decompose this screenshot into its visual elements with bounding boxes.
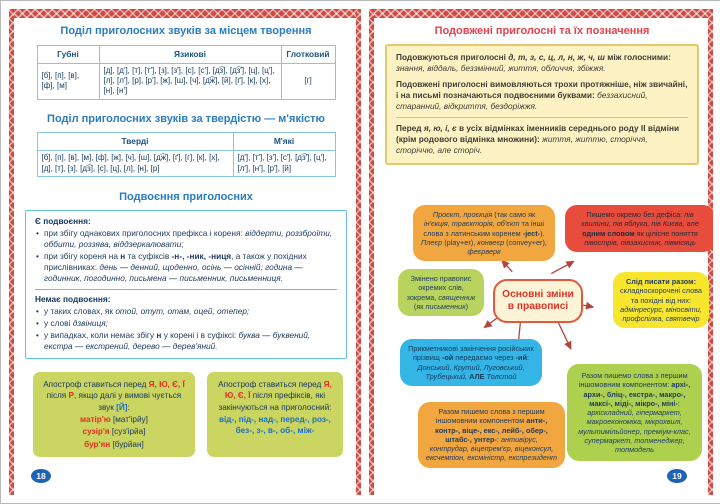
section-title-hard-soft: Поділ приголосних звуків за твердістю — м'якістю [47, 112, 325, 125]
doubling-no-section [35, 289, 337, 352]
col-header-soft: М'які [233, 133, 335, 151]
apostrophe-rule-text: Апостроф ставиться перед Я, Ю, Є, Ї після Р, якщо далі у вимові чується звук [Й]: [43, 380, 185, 412]
rule-item [35, 228, 337, 250]
rule-item [35, 306, 337, 317]
rule-item [35, 251, 337, 284]
col-header-glottal: Глотковий [281, 45, 335, 63]
rule-item [35, 330, 337, 352]
ornament-border-top [9, 9, 361, 18]
page-right-content [383, 25, 701, 489]
bubble-text: Пишемо окремо без дефіса: пів хвилини, пів яблука, пів Києва, але одним словом як цілісне поняття півострів, півзахисник, півмісяць [581, 210, 699, 247]
rule-paragraph: Подовжуються приголосні д, т, з, с, ц, л, н, ж, ч, ш між голосними: знання, віддаль, беззмінний, життя, обличчя, збіжжя. [396, 51, 671, 73]
bubble-piv-rule [565, 205, 713, 252]
bubble-text: Змінено правопис окремих слів, зокрема, священник (як письменник) [406, 274, 476, 311]
cell-lingual-sounds: [д], [д′], [т], [т′], [з], [з′], [с], [с′], [д͡з], [д͡з′], [ц], [ц′], [л], [л′], [р], [р′], [ж], [ш], [ч], [д͡ж], [й], [ґ], [к], [х], [н], [н′] [99, 63, 281, 99]
bubble-text: Прикметникові закінчення російських прізвищ -ой передаємо через -ий: Донський, Крутий, Луговський, Трубецький, АЛЕ Толстой [408, 344, 534, 381]
doubling-no-heading: Немає подвоєння: [35, 293, 111, 304]
bubble-text: Проєкт, проєкція (так само як ін'єкція, траєкторія, об'єкт та інші слова з латинським коренем -ject-). Плеєр (play+er), конвеєр (convey+er), феєрверк [421, 210, 547, 257]
ornament-border-top [369, 9, 713, 18]
example-line: бур'ян [бурйан] [84, 439, 144, 449]
page-left [9, 9, 361, 495]
apostrophe-box-after-prefixes [207, 372, 343, 457]
col-header-lingual: Язикові [99, 45, 281, 63]
rule-text: у таких словах, як отой, отут, отам, оцей, отепер; [44, 305, 250, 316]
bubble-anti-prefixes [418, 402, 565, 468]
doubling-yes-section [35, 216, 337, 284]
rule-paragraph: Перед я, ю, і, є в усіх відмінках іменників середнього роду ІІ відміни (крім родового відмінка множини): життя, життю, сторіччя, сторіччю, але сторіч. [396, 117, 688, 156]
bubble-text: Разом пишемо слова з першим іншомовним компонентом анти-, контр-, віце-, екс-, лейб-, обер-, штабс-, унтер-: антивірус, контрудар, віцепрем'єр, віцеконсул, ексчемпіон, ексміністр, експрезидент [425, 407, 558, 463]
rule-text: у випадках, коли немає збігу н у корені і в суфіксі: буква — буквений, екстра — екстрений, дерево — дерев'яний. [44, 330, 311, 352]
page-number-badge: 18 [31, 469, 51, 483]
example-line: матір'ю [мат'ірйу] [80, 415, 148, 424]
col-header-hard: Тверді [37, 133, 233, 151]
rule-item [35, 318, 337, 329]
lengthened-consonants-rules-box [385, 44, 699, 165]
spelling-changes-mindmap [383, 203, 701, 489]
ornament-border-right [356, 9, 361, 495]
table-header-row [37, 45, 335, 63]
ornament-border-left [9, 9, 14, 495]
cell-soft-sounds: [д′], [т′], [з′], [с′], [д͡з′], [ц′], [л′], [н′], [р′], [й] [233, 151, 335, 177]
hard-soft-table [37, 132, 336, 177]
place-of-articulation-table [37, 45, 336, 100]
apostrophe-boxes-row [33, 372, 343, 457]
section-title-lengthened-consonants: Подовжені приголосні та їх позначення [434, 25, 650, 37]
bubble-write-together-abbrev [613, 272, 709, 328]
page-left-content [23, 25, 349, 489]
doubling-yes-heading: Є подвоєння: [35, 215, 91, 226]
bubble-russian-surnames [400, 339, 542, 386]
apostrophe-rule-text: Апостроф ставиться перед Я, Ю, Є, Ї після префіксів, які закінчуються на приголосний: [218, 380, 332, 412]
doubling-rules-box [25, 210, 347, 359]
ornament-border-right [708, 9, 713, 495]
rule-paragraph: Подовжені приголосні вимовляються трохи протяжніше, ніж звичайні, і на письмі позначаються подвоєними буквами: беззахисний, старанний, відкриття, бездоріжжя. [396, 78, 688, 111]
col-header-labial: Губні [37, 45, 99, 63]
mindmap-center-node: Основні зміни в правописі [493, 279, 583, 323]
apostrophe-box-after-r [33, 372, 195, 457]
ornament-border-left [369, 9, 374, 495]
page-number-badge: 19 [667, 469, 687, 483]
prefix-list: від-, під-, над-, перед-, роз-, без-, з-, в-, об-, між- [218, 415, 331, 436]
cell-labial-sounds: [б], [п], [в], [ф], [м] [37, 63, 99, 99]
rule-text: при збігу однакових приголосних префікса і кореня: віддерти, роззброїти, оббити, роззява, віддзеркалювати; [44, 227, 333, 249]
rule-text: у слові дзвіниця; [44, 317, 108, 328]
bubble-project-rule [413, 205, 555, 261]
bubble-text: Слід писати разом: складноскорочені слова та похідні від них: адмінресурс, міносвіти, профспілка, святвечір [620, 277, 702, 324]
section-title-doubling: Подвоєння приголосних [119, 191, 253, 204]
table-row [37, 63, 335, 99]
page-right [369, 9, 713, 495]
table-row [37, 151, 335, 177]
cell-glottal-sounds: [г] [281, 63, 335, 99]
bubble-text: Разом пишемо слова з першим іншомовним компонентом: архі-, архи-, бліц-, екстра-, макро-, максі-, міді-, мікро-, міні-: архіскладний, гіпермаркет, макроекономіка, мікрохвилі, мультимільйонер, преміум-клас, супермаркет, топменеджер, топмодель [578, 371, 691, 455]
bubble-changed-spelling [398, 269, 484, 316]
rule-text: при збігу кореня на н та суфіксів -н-, -ник, -ниця, а також у похідних прислівниках: день — денний, щоденно, осінь — осінній; година — годинник, погодинно, письмена — письменник, письменниця. [44, 250, 307, 283]
cell-hard-sounds: [б], [п], [в], [м], [ф], [ж], [ч], [ш], [д͡ж], [ґ], [г], [к], [х], [д], [т], [з], [д͡з], [с], [ц], [л], [н], [р] [37, 151, 233, 177]
example-line: сузір'я [суз'ірйа] [82, 427, 146, 437]
bubble-archi-prefixes [567, 364, 702, 461]
section-title-place-of-articulation: Поділ приголосних звуків за місцем творення [60, 25, 312, 37]
table-header-row [37, 133, 335, 151]
